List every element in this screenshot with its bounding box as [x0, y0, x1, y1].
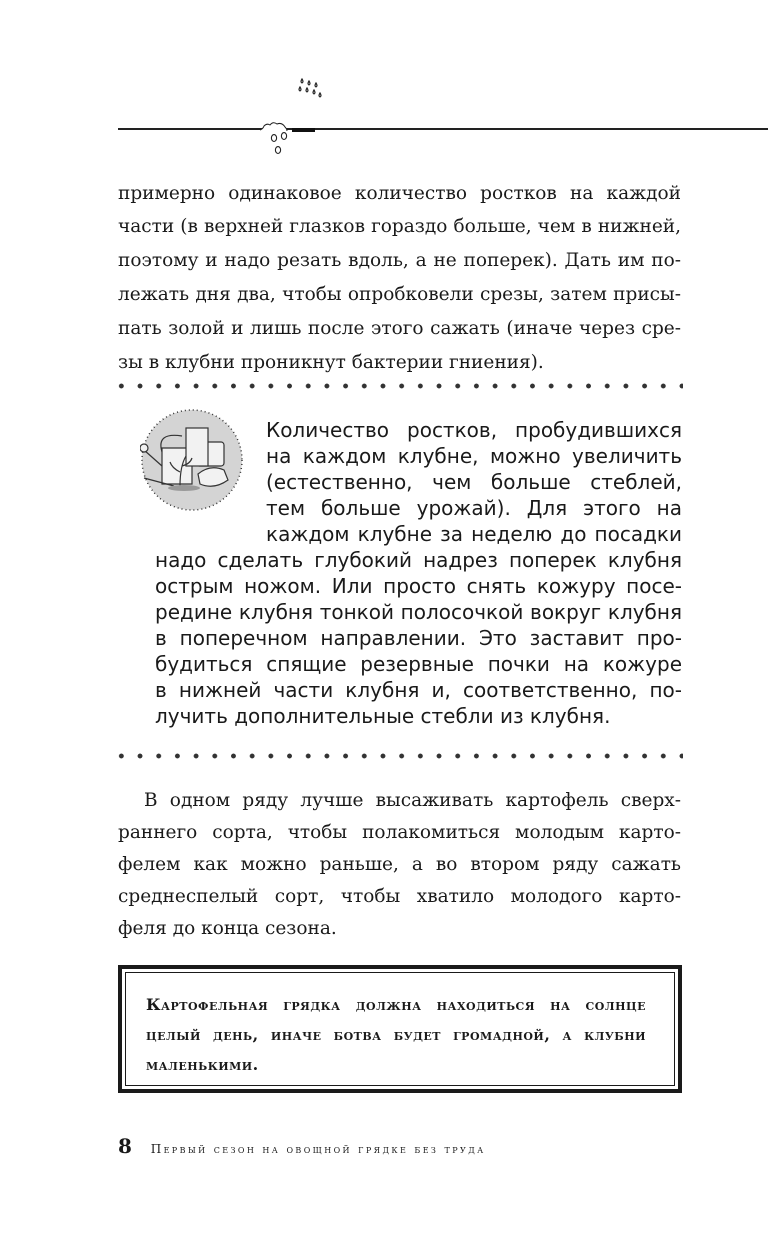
text-line: поэтому и надо резать вдоль, а не поперек). Дать им по-	[118, 250, 681, 271]
header-rule-accent	[292, 128, 315, 132]
page-footer	[118, 1134, 486, 1158]
tip-line: редине клубня тонкой полосочкой вокруг клубня	[155, 600, 682, 624]
running-title: Первый сезон на овощной грядке без труда	[150, 1142, 486, 1156]
text-line: лежать дня два, чтобы опробковели срезы, затем присы-	[118, 284, 681, 305]
seeds-soil-icon	[258, 118, 294, 162]
text-line: примерно одинаковое количество ростков на каждой	[118, 183, 681, 204]
text-line: В одном ряду лучше высаживать картофель сверх-	[144, 790, 681, 811]
tip-line: острым ножом. Или просто снять кожуру посе-	[155, 574, 682, 598]
tip-line: (естественно, чем больше стеблей,	[266, 470, 682, 494]
tip-line: в нижней части клубня и, соответственно, по-	[155, 678, 682, 702]
tip-line: Количество ростков, пробудившихся	[266, 418, 682, 442]
text-line: феля до конца сезона.	[118, 918, 337, 939]
text-line: фелем как можно раньше, а во втором ряду сажать	[118, 854, 681, 875]
dotted-divider-bottom	[118, 752, 683, 760]
tip-line: тем больше урожай). Для этого на	[266, 496, 682, 520]
text-line: пать золой и лишь после этого сажать (иначе через сре-	[118, 318, 681, 339]
text-line: раннего сорта, чтобы полакомиться молодым карто-	[118, 822, 681, 843]
tip-line: на каждом клубне, можно увеличить	[266, 444, 682, 468]
callout-line: Картофельная грядка должна находиться на солнце	[146, 995, 646, 1014]
page-number: 8	[118, 1134, 132, 1158]
tip-line: будиться спящие резервные почки на кожуре	[155, 652, 682, 676]
tip-line: в поперечном направлении. Это заставит про-	[155, 626, 682, 650]
garden-tools-illustration-icon	[140, 408, 244, 512]
tip-line: лучить дополнительные стебли из клубня.	[155, 704, 611, 728]
tip-line: надо сделать глубокий надрез поперек клубня	[155, 548, 682, 572]
callout-line: целый день, иначе ботва будет громадной, а клубни	[146, 1025, 646, 1044]
dotted-divider-top	[118, 382, 683, 390]
tip-line: каждом клубне за неделю до посадки	[266, 522, 682, 546]
text-line: среднеспелый сорт, чтобы хватило молодого карто-	[118, 886, 681, 907]
callout-line: маленькими.	[146, 1055, 259, 1074]
header-rule	[118, 128, 768, 130]
text-line: зы в клубни проникнут бактерии гниения).	[118, 352, 544, 373]
text-line: части (в верхней глазков гораздо больше, чем в нижней,	[118, 216, 681, 237]
callout-box	[118, 965, 682, 1093]
rain-drops-icon	[290, 75, 330, 105]
